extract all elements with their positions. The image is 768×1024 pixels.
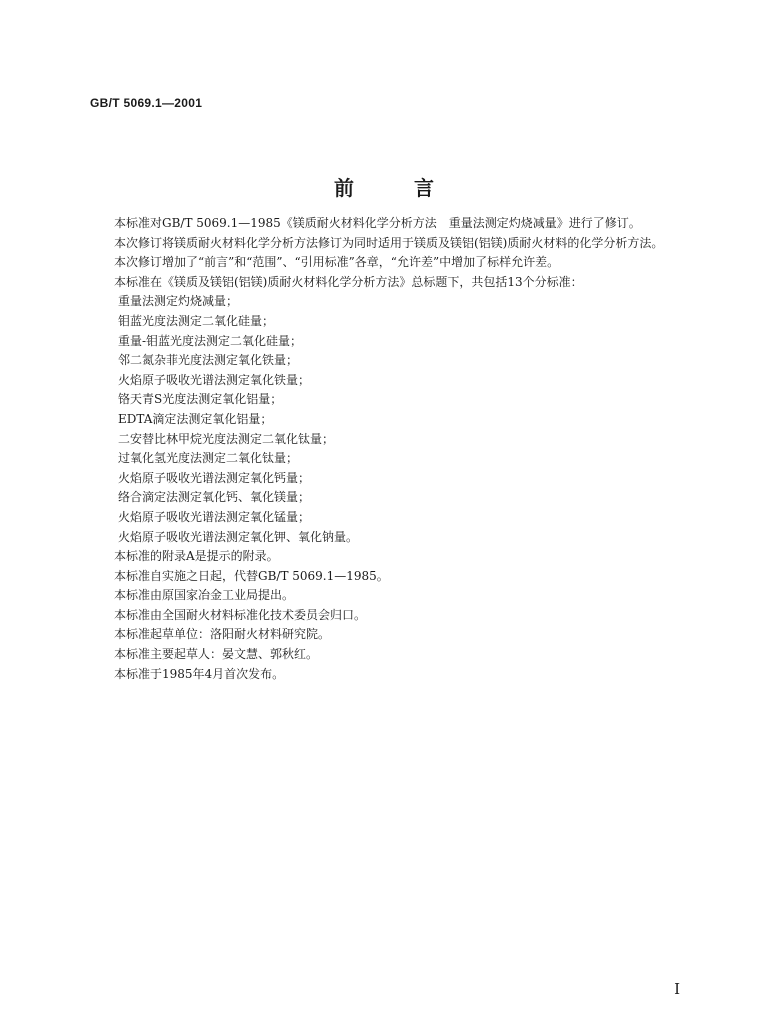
list-item: 邻二氮杂菲光度法测定氧化铁量；	[118, 353, 299, 368]
page-number: I	[674, 980, 680, 998]
paragraph: 本次修订将镁质耐火材料化学分析方法修订为同时适用于镁质及镁铝(铝镁)质耐火材料的化学分析方法。	[114, 235, 664, 250]
paragraph: 本标准在《镁质及镁铝(铝镁)质耐火材料化学分析方法》总标题下，共包括13个分标准：	[114, 274, 583, 289]
foreword-body	[90, 214, 690, 684]
list-item: 火焰原子吸收光谱法测定氧化锰量；	[118, 509, 311, 524]
list-item: 火焰原子吸收光谱法测定氧化钙量；	[118, 470, 311, 485]
closing-paragraph: 本标准主要起草人：晏文慧、郭秋红。	[114, 647, 319, 662]
list-item: 重量-钼蓝光度法测定二氧化硅量；	[118, 333, 303, 348]
list-item: EDTA滴定法测定氧化铝量；	[118, 411, 273, 426]
standard-code: GB/T 5069.1—2001	[90, 96, 203, 110]
list-item: 过氧化氢光度法测定二氧化钛量；	[118, 451, 299, 466]
list-item: 铬天青S光度法测定氧化铝量；	[118, 392, 283, 407]
page-title: 前言	[334, 176, 494, 200]
list-item: 重量法测定灼烧减量；	[118, 294, 239, 309]
closing-paragraph: 本标准的附录A是提示的附录。	[114, 549, 279, 564]
list-item: 火焰原子吸收光谱法测定氧化铁量；	[118, 372, 311, 387]
list-item: 络合滴定法测定氧化钙、氧化镁量；	[118, 490, 311, 505]
closing-paragraph: 本标准由全国耐火材料标准化技术委员会归口。	[114, 607, 367, 622]
list-item: 二安替比林甲烷光度法测定二氧化钛量；	[118, 431, 335, 446]
closing-paragraph: 本标准起草单位：洛阳耐火材料研究院。	[114, 627, 331, 642]
list-item: 钼蓝光度法测定二氧化硅量；	[118, 313, 275, 328]
closing-paragraph: 本标准于1985年4月首次发布。	[114, 666, 285, 681]
paragraph: 本次修订增加了“前言”和“范围”、“引用标准”各章，“允许差”中增加了标样允许差。	[114, 255, 560, 270]
list-item: 火焰原子吸收光谱法测定氧化钾、氧化钠量。	[118, 529, 359, 544]
closing-paragraph: 本标准由原国家冶金工业局提出。	[114, 588, 295, 603]
paragraph: 本标准对GB/T 5069.1—1985《镁质耐火材料化学分析方法 重量法测定灼烧减量》进行了修订。	[114, 216, 641, 230]
closing-paragraph: 本标准自实施之日起，代替GB/T 5069.1—1985。	[114, 568, 389, 583]
